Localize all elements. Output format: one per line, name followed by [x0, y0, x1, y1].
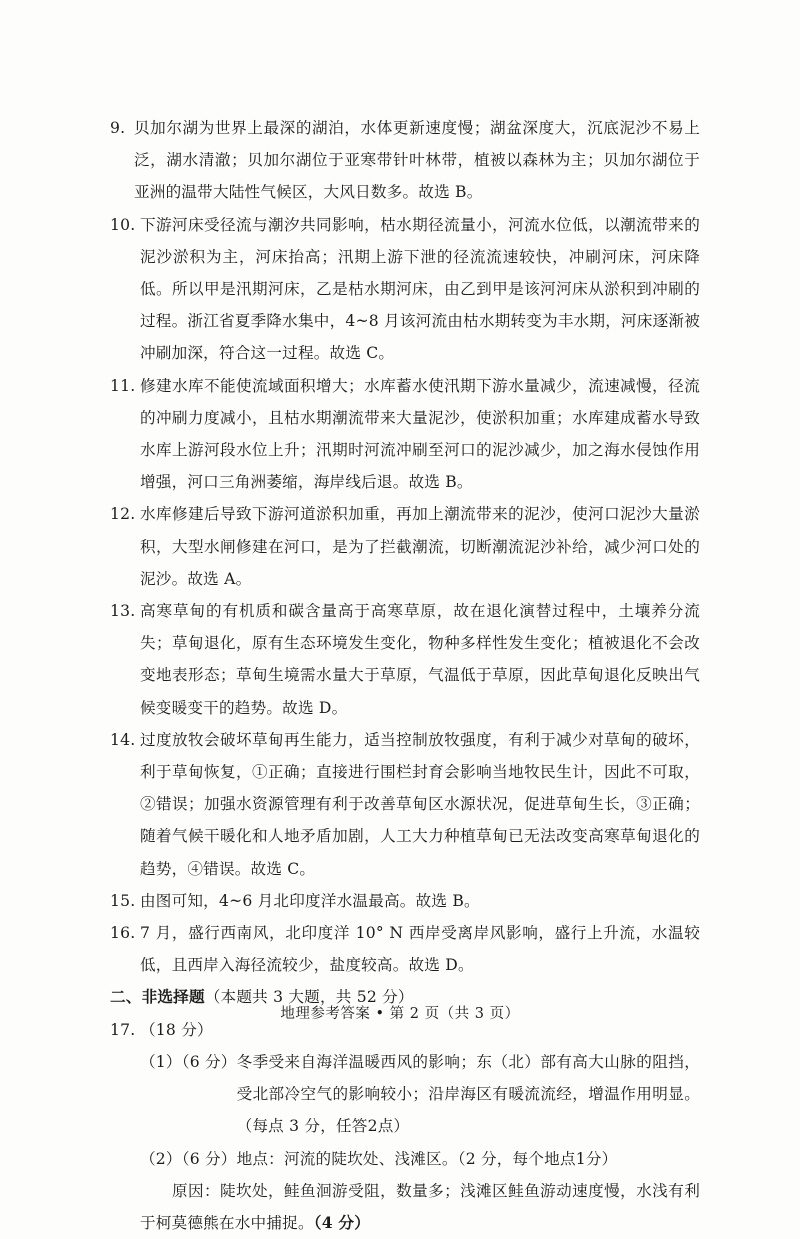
answer-number: 17.	[110, 1020, 136, 1039]
answer-17-part-1	[110, 1046, 700, 1143]
part-answer: 地点：河流的陡坎处、浅滩区。	[236, 1149, 458, 1168]
answer-number: 11.	[110, 376, 136, 395]
answer-text: 高寒草甸的有机质和碳含量高于高寒草原，故在退化演替过程中，土壤养分流失；草甸退化，原有生态环境发生变化，物种多样性发生变化；植被退化不会改变地表形态；草甸生境需水量大于草原，气温低于草原，因此草甸退化反映出气候变暖变干的趋势。故选 D。	[140, 602, 700, 717]
scoring-note: （4 分）	[313, 1212, 370, 1232]
answer-number: 15.	[110, 891, 136, 910]
answer-text: 由图可知，4~6 月北印度洋水温最高。故选 B。	[140, 891, 480, 910]
answer-16	[110, 917, 700, 981]
section-title: 二、非选择题	[110, 987, 205, 1007]
answer-10	[110, 209, 700, 370]
answer-number: 13.	[110, 602, 136, 621]
answer-text: 下游河床受径流与潮汐共同影响，枯水期径流量小，河流水位低，以潮流带来的泥沙淤积为主，河床抬高；汛期上游下泄的径流流速较快，冲刷河床，河床降低。所以甲是汛期河床，乙是枯水期河床，由乙到甲是该河河床从淤积到冲刷的过程。浙江省夏季降水集中，4~8 月该河流由枯水期转变为丰水期，河床逐渐被冲刷加深，符合这一过程。故选 C。	[140, 215, 700, 363]
answer-text: 贝加尔湖为世界上最深的湖泊，水体更新速度慢；湖盆深度大，沉底泥沙不易上泛，湖水清澈；贝加尔湖位于亚寒带针叶林带，植被以森林为主；贝加尔湖位于亚洲的温带大陆性气候区，大风日数多。故选 B。	[134, 119, 700, 202]
section-note: （本题共 3 大题，共 52 分）	[204, 988, 414, 1007]
answer-number: 9.	[110, 119, 126, 137]
answer-text: 修建水库不能使流域面积增大；水库蓄水使汛期下游水量减少，流速减慢，径流的冲刷力度减小，且枯水期潮流带来大量泥沙，使淤积加重；水库建成蓄水导致水库上游河段水位上升；汛期时河流冲刷至河口的泥沙减少，加之海水侵蚀作用增强，河口三角洲萎缩，海岸线后退。故选 B。	[140, 376, 700, 492]
reason-text: 原因：陡坎处，鲑鱼洄游受阻，数量多；浅滩区鲑鱼游动速度慢，水浅有利于柯莫德熊在水中捕捉。	[140, 1181, 700, 1232]
answer-9	[110, 112, 700, 209]
answer-number: 10.	[110, 215, 136, 234]
part-answer: 冬季受来自海洋温暖西风的影响；东（北）部有高大山脉的阻挡，受北部冷空气的影响较小；沿岸海区有暖流流经，增温作用明显。	[236, 1052, 700, 1104]
answer-number: 14.	[110, 730, 136, 749]
part-text	[237, 1143, 700, 1175]
answer-text: 水库修建后导致下游河道淤积加重，再加上潮流带来的泥沙，使河口泥沙大量淤积，大型水闸修建在河口，是为了拦截潮流，切断潮流泥沙补给，减少河口处的泥沙。故选 A。	[140, 505, 700, 588]
answer-14	[110, 724, 700, 885]
answer-13	[110, 595, 700, 724]
part-text	[237, 1046, 700, 1143]
scoring-note: （每点 3 分，任答2点）	[236, 1117, 410, 1136]
page-footer: 地理参考答案 • 第 2 页（共 3 页）	[280, 1006, 520, 1022]
answer-text: 7 月，盛行西南风，北印度洋 10° N 西岸受离岸风影响，盛行上升流，水温较低，且西岸入海径流较少，盐度较高。故选 D。	[140, 924, 700, 975]
answer-number: 12.	[110, 505, 136, 524]
answer-12	[110, 498, 700, 595]
part-tag: （2）（6 分）	[140, 1149, 237, 1168]
answer-11	[110, 370, 700, 499]
answer-15	[110, 885, 700, 917]
answer-17-reason	[110, 1175, 700, 1239]
answer-text: 过度放牧会破坏草甸再生能力，适当控制放牧强度，有利于减少对草甸的破坏，利于草甸恢复，①正确；直接进行围栏封育会影响当地牧民生计，因此不可取，②错误；加强水资源管理有利于改善草甸区水源状况，促进草甸生长，③正确；随着气候干暖化和人地矛盾加剧，人工大力种植草甸已无法改变高寒草甸退化的趋势，④错误。故选 C。	[140, 730, 700, 878]
answer-number: 16.	[110, 924, 136, 943]
scoring-note: （2 分，每个地点1分）	[457, 1149, 618, 1168]
answer-score: （18 分）	[140, 1020, 213, 1039]
answer-page	[110, 112, 700, 1239]
answer-17-part-2	[110, 1143, 700, 1175]
part-tag: （1）（6 分）	[140, 1052, 237, 1071]
